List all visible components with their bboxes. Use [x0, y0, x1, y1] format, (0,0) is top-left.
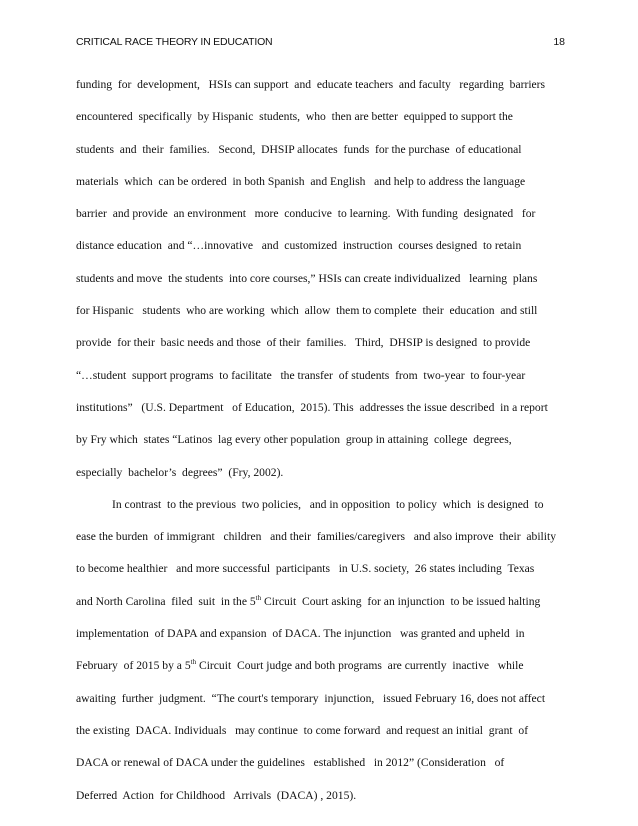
- text-line: implementation of DAPA and expansion of DACA. The injunction was granted and upheld in: [76, 627, 525, 641]
- text-line: the existing DACA. Individuals may continue to come forward and request an initial grant of: [76, 723, 529, 737]
- text-line: Deferred Action for Childhood Arrivals (DACA) , 2015).: [76, 788, 357, 802]
- text-line: DACA or renewal of DACA under the guidelines established in 2012” (Consideration of: [76, 756, 505, 770]
- body-text: [76, 69, 566, 812]
- running-head: CRITICAL RACE THEORY IN EDUCATION: [76, 36, 273, 48]
- text-segment: and North Carolina filed suit in the 5: [76, 594, 256, 608]
- ordinal-suffix: th: [255, 593, 262, 602]
- page-number: 18: [553, 36, 565, 48]
- text-line: materials which can be ordered in both Spanish and English and help to address the language: [76, 174, 526, 188]
- text-line: encountered specifically by Hispanic students, who then are better equipped to support the: [76, 110, 513, 124]
- text-line: funding for development, HSIs can support and educate teachers and faculty regarding barriers: [76, 78, 546, 91]
- text-line: awaiting further judgment. “The court's temporary injunction, issued February 16, does not affect: [76, 691, 546, 705]
- text-line: students and move the students into core courses,” HSIs can create individualized learning plans: [76, 271, 538, 285]
- text-line: “…student support programs to facilitate the transfer of students from two-year to four-year: [76, 368, 526, 382]
- text-line: barrier and provide an environment more conducive to learning. With funding designated for: [76, 207, 536, 221]
- text-line: In contrast to the previous two policies, and in opposition to policy which is designed to: [112, 497, 544, 511]
- text-line: to become healthier and more successful participants in U.S. society, 26 states including Texas: [76, 562, 535, 576]
- text-segment: February of 2015 by a 5: [76, 659, 191, 673]
- paragraph-1: [76, 69, 566, 489]
- text-line: especially bachelor’s degrees” (Fry, 2002).: [76, 465, 284, 479]
- paragraph-2: [76, 489, 566, 812]
- text-line: distance education and “…innovative and customized instruction courses designed to retain: [76, 239, 522, 253]
- text-line: ease the burden of immigrant children and their families/caregivers and also improve their ability: [76, 530, 557, 544]
- text-line: [76, 586, 566, 618]
- text-line: by Fry which states “Latinos lag every other population group in attaining college degrees,: [76, 433, 512, 447]
- text-line: provide for their basic needs and those of their families. Third, DHSIP is designed to provide: [76, 336, 531, 350]
- text-line: for Hispanic students who are working which allow them to complete their education and still: [76, 304, 538, 318]
- text-segment: Circuit Court judge and both programs are currently inactive while: [196, 659, 524, 673]
- ordinal-suffix: th: [190, 658, 197, 667]
- text-segment: Circuit Court asking for an injunction to be issued halting: [261, 594, 541, 608]
- text-line: institutions” (U.S. Department of Education, 2015). This addresses the issue described in a report: [76, 400, 548, 414]
- text-line: students and their families. Second, DHSIP allocates funds for the purchase of educational: [76, 142, 522, 156]
- text-line: [76, 650, 566, 682]
